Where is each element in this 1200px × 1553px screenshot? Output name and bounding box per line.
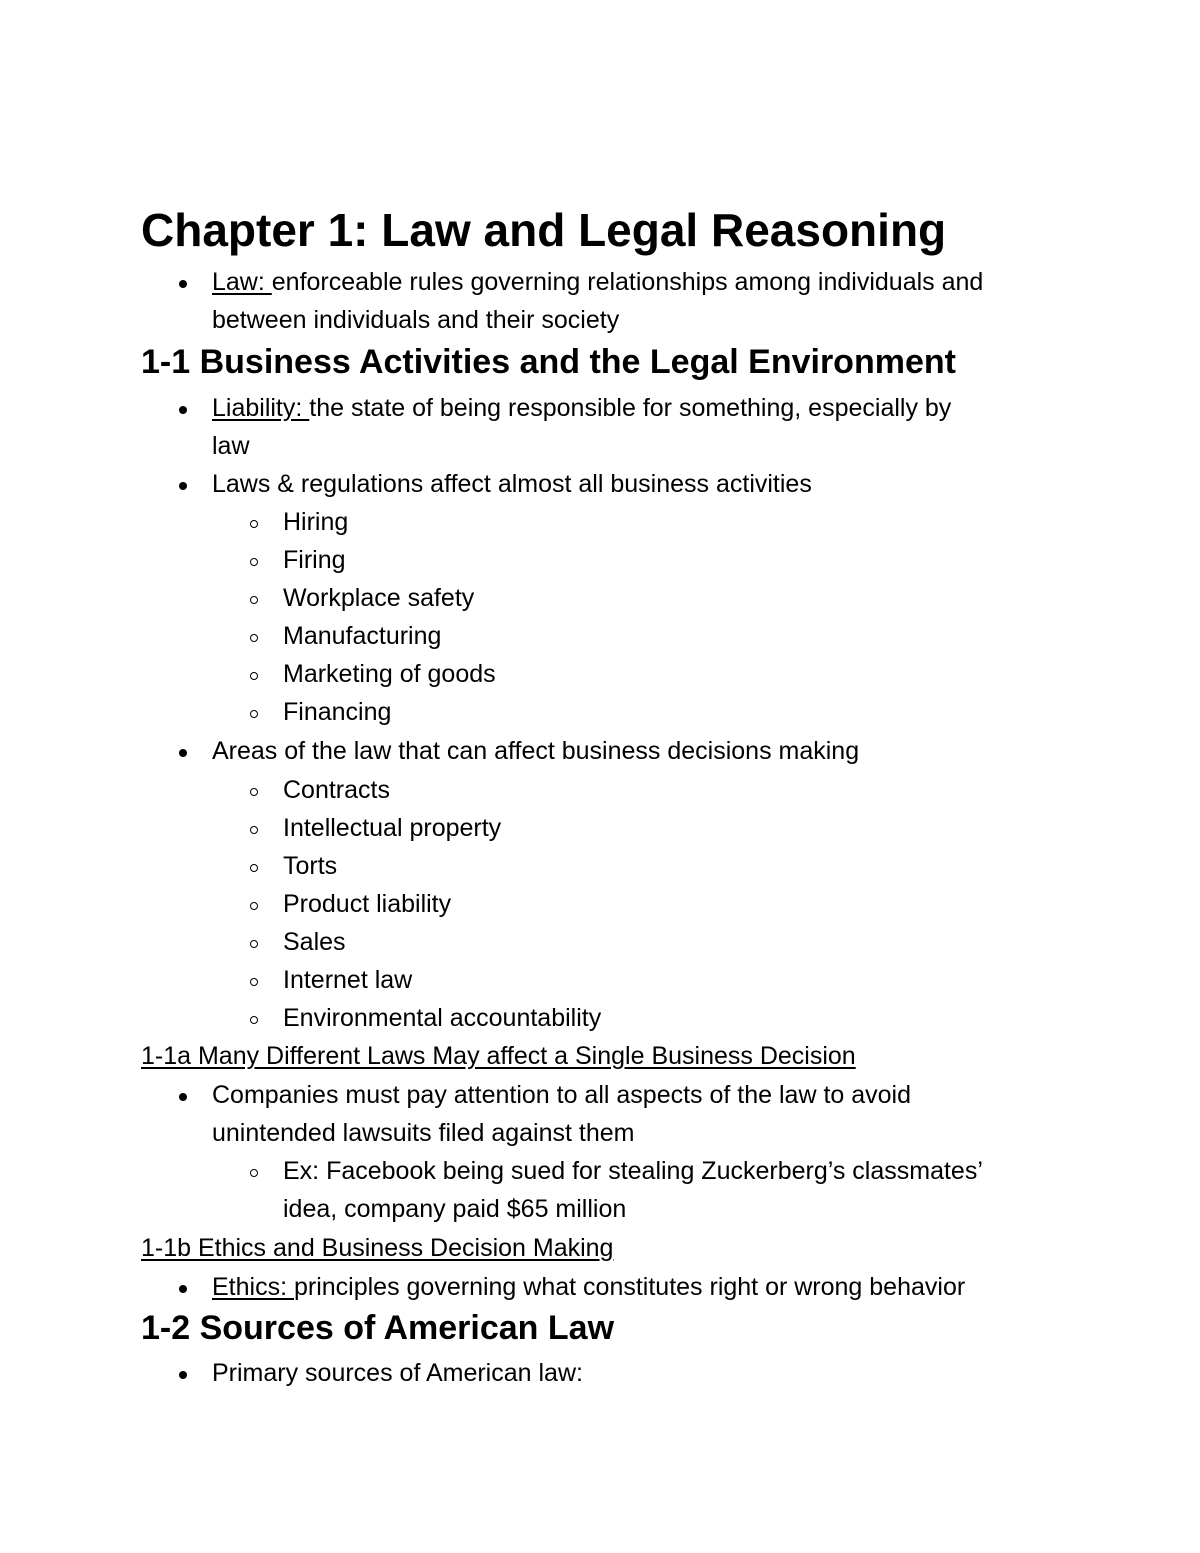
chapter-title: Chapter 1: Law and Legal Reasoning (141, 204, 947, 256)
bullet-icon (179, 749, 187, 757)
activity-item: Firing (283, 546, 346, 574)
bullet-icon (179, 1093, 187, 1101)
area-item: Sales (283, 928, 346, 956)
area-item: Contracts (283, 776, 390, 804)
law-definition-text: enforceable rules governing relationships among individuals and (271, 268, 984, 296)
laws-affect-item: Laws & regulations affect almost all business activities (212, 470, 812, 498)
law-definition-line2: between individuals and their society (212, 306, 620, 334)
hollow-bullet-icon (250, 710, 258, 718)
activity-item: Hiring (283, 508, 349, 536)
hollow-bullet-icon (250, 1016, 258, 1024)
ethics-term: Ethics: (212, 1273, 294, 1301)
area-item: Intellectual property (283, 814, 502, 842)
bullet-icon (179, 280, 187, 288)
ethics-definition-text: principles governing what constitutes right or wrong behavior (293, 1273, 966, 1301)
area-item: Torts (283, 852, 338, 880)
section-1-1a-heading: 1-1a Many Different Laws May affect a Single Business Decision (141, 1042, 856, 1070)
hollow-bullet-icon (250, 1169, 258, 1177)
facebook-example-line2: idea, company paid $65 million (283, 1195, 627, 1223)
hollow-bullet-icon (250, 672, 258, 680)
area-item: Product liability (283, 890, 452, 918)
hollow-bullet-icon (250, 978, 258, 986)
activity-item: Workplace safety (283, 584, 475, 612)
primary-sources-item: Primary sources of American law: (212, 1359, 583, 1387)
hollow-bullet-icon (250, 864, 258, 872)
bullet-icon (179, 482, 187, 490)
activity-item: Manufacturing (283, 622, 442, 650)
activity-item: Financing (283, 698, 392, 726)
hollow-bullet-icon (250, 558, 258, 566)
facebook-example-line1: Ex: Facebook being sued for stealing Zuckerberg’s classmates’ (283, 1157, 983, 1185)
area-item: Internet law (283, 966, 413, 994)
companies-point-line1: Companies must pay attention to all aspects of the law to avoid (212, 1081, 911, 1109)
section-1-1b-heading: 1-1b Ethics and Business Decision Making (141, 1234, 614, 1262)
hollow-bullet-icon (250, 596, 258, 604)
liability-definition-line2: law (212, 432, 250, 460)
hollow-bullet-icon (250, 902, 258, 910)
area-item: Environmental accountability (283, 1004, 602, 1032)
bullet-icon (179, 1371, 187, 1379)
hollow-bullet-icon (250, 826, 258, 834)
areas-intro-item: Areas of the law that can affect business decisions making (212, 737, 860, 765)
hollow-bullet-icon (250, 788, 258, 796)
liability-definition-line1 (212, 394, 951, 423)
liability-term: Liability: (212, 394, 310, 422)
ethics-definition (212, 1273, 965, 1302)
bullet-icon (179, 406, 187, 414)
liability-definition-text: the state of being responsible for something, especially by (309, 394, 952, 422)
section-1-2-heading: 1-2 Sources of American Law (141, 1309, 615, 1347)
law-term: Law: (212, 268, 272, 296)
hollow-bullet-icon (250, 634, 258, 642)
companies-point-line2: unintended lawsuits filed against them (212, 1119, 635, 1147)
law-definition-line1 (212, 268, 983, 297)
hollow-bullet-icon (250, 940, 258, 948)
hollow-bullet-icon (250, 520, 258, 528)
activity-item: Marketing of goods (283, 660, 496, 688)
bullet-icon (179, 1285, 187, 1293)
section-1-1-heading: 1-1 Business Activities and the Legal Environment (141, 343, 956, 381)
